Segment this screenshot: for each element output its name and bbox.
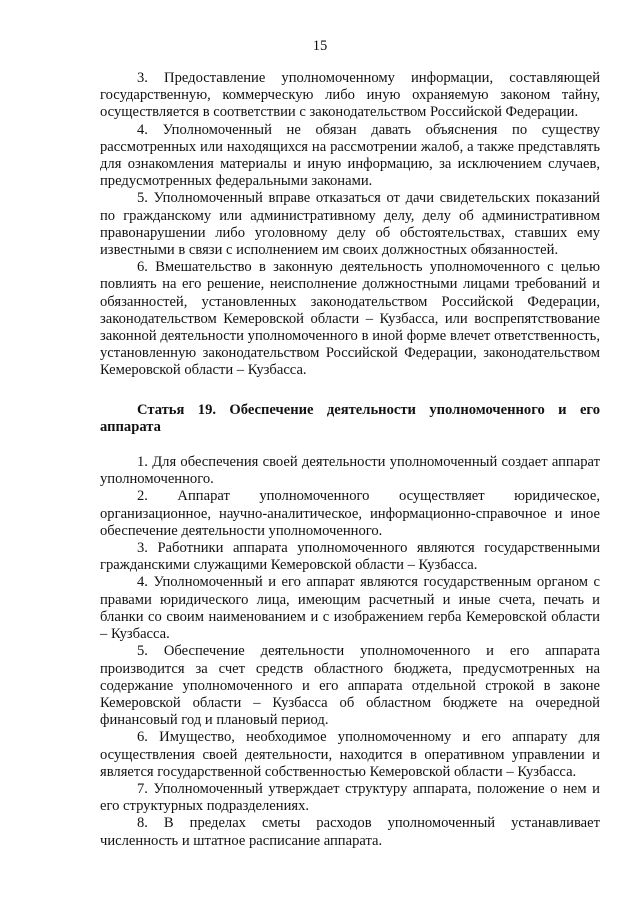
article-19-item-3: 3. Работники аппарата уполномоченного являются государственными гражданскими служащими Кемеровской области – Кузбасса. xyxy=(100,540,600,574)
paragraph-6-interference: 6. Вмешательство в законную деятельность уполномоченного с целью повлиять на его решение, неисполнение должностными лицами требований и обязанностей, установленных законодательством Российской Федерации, законодательством Кемеровской области – Кузбасса, или воспрепятствование законной деятельности уполномоченного в иной форме влечет ответственность, установленную законодательством Российской Федерации, законодательством Кемеровской области – Кузбасса. xyxy=(100,259,600,379)
article-19-item-7: 7. Уполномоченный утверждает структуру аппарата, положение о нем и его структурных подразделениях. xyxy=(100,780,600,815)
document-body xyxy=(100,70,600,850)
page-number: 15 xyxy=(312,38,328,54)
article-19-item-4: 4. Уполномоченный и его аппарат являются государственным органом с правами юридического лица, имеющим расчетный и иные счета, печать и бланки со своим наименованием и с изображением герба Кемеровской области – Кузбасса. xyxy=(100,574,600,643)
article-19-heading: Статья 19. Обеспечение деятельности уполномоченного и его аппарата xyxy=(100,401,600,435)
article-19-item-8: 8. В пределах сметы расходов уполномоченный устанавливает численность и штатное расписание аппарата. xyxy=(100,815,600,849)
article-19-item-6: 6. Имущество, необходимое уполномоченному и его аппарату для осуществления своей деятельности, находится в оперативном управлении и является государственной собственностью Кемеровской области – Кузбасса. xyxy=(100,729,600,780)
paragraph-5-refuse-testimony: 5. Уполномоченный вправе отказаться от дачи свидетельских показаний по гражданскому или административному делу, делу об административном правонарушении либо уголовному делу об обстоятельствах, ставших ему известными в связи с исполнением им своих должностных обязанностей. xyxy=(100,190,600,259)
article-19-item-2: 2. Аппарат уполномоченного осуществляет юридическое, организационное, научно-аналитическое, информационно-справочное и иное обеспечение деятельности уполномоченного. xyxy=(100,488,600,539)
article-19-item-5: 5. Обеспечение деятельности уполномоченного и его аппарата производится за счет средств областного бюджета, предусмотренных на содержание уполномоченного и его аппарата отдельной строкой в законе Кемеровской области – Кузбасса об областном бюджете на очередной финансовый год и плановый период. xyxy=(100,643,600,729)
paragraph-3-disclosure: 3. Предоставление уполномоченному информации, составляющей государственную, коммерческую либо иную охраняемую законом тайну, осуществляется в соответствии с законодательством Российской Федерации. xyxy=(100,70,600,121)
article-19-item-1: 1. Для обеспечения своей деятельности уполномоченный создает аппарат уполномоченного. xyxy=(100,454,600,488)
paragraph-4-no-explanations: 4. Уполномоченный не обязан давать объяснения по существу рассмотренных или находящихся на рассмотрении жалоб, а также представлять для ознакомления материалы и иную информацию, за исключением случаев, предусмотренных федеральными законами. xyxy=(100,121,600,190)
